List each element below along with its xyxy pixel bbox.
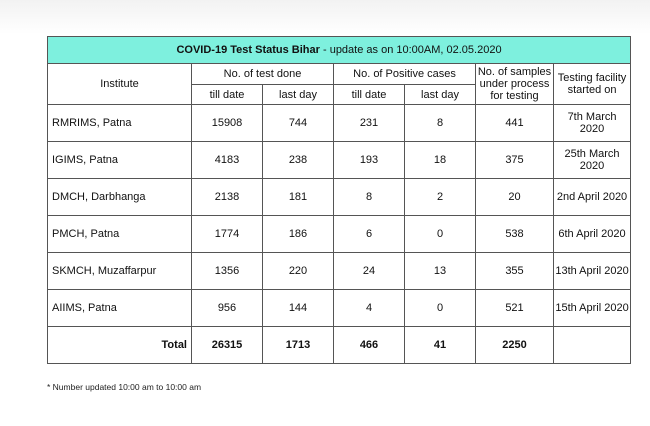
cell-tests-last: 181 xyxy=(263,179,334,216)
cell-started: 15th April 2020 xyxy=(554,290,631,327)
total-tests-till: 26315 xyxy=(192,327,263,364)
table-row xyxy=(48,105,631,142)
table-row xyxy=(48,290,631,327)
total-positive-last: 41 xyxy=(405,327,476,364)
title-bold-text: COVID-19 Test Status Bihar xyxy=(176,44,320,56)
cell-positive-till: 4 xyxy=(334,290,405,327)
total-tests-last: 1713 xyxy=(263,327,334,364)
cell-started: 6th April 2020 xyxy=(554,216,631,253)
total-started-empty xyxy=(554,327,631,364)
cell-positive-till: 6 xyxy=(334,216,405,253)
cell-tests-till: 4183 xyxy=(192,142,263,179)
cell-positive-till: 8 xyxy=(334,179,405,216)
cell-pending: 355 xyxy=(476,253,554,290)
header-positive-till-date: till date xyxy=(334,85,405,105)
cell-positive-last: 0 xyxy=(405,216,476,253)
total-pending: 2250 xyxy=(476,327,554,364)
cell-pending: 441 xyxy=(476,105,554,142)
header-tests-done: No. of test done xyxy=(192,64,334,85)
cell-institute: AIIMS, Patna xyxy=(48,290,192,327)
cell-tests-last: 144 xyxy=(263,290,334,327)
cell-tests-last: 186 xyxy=(263,216,334,253)
header-positive-cases: No. of Positive cases xyxy=(334,64,476,85)
header-tests-last-day: last day xyxy=(263,85,334,105)
cell-pending: 20 xyxy=(476,179,554,216)
cell-tests-till: 2138 xyxy=(192,179,263,216)
table-title-row xyxy=(48,37,631,64)
footnote: * Number updated 10:00 am to 10:00 am xyxy=(47,382,202,392)
cell-tests-till: 15908 xyxy=(192,105,263,142)
table-row xyxy=(48,253,631,290)
cell-started: 7th March 2020 xyxy=(554,105,631,142)
cell-tests-last: 238 xyxy=(263,142,334,179)
header-positive-last-day: last day xyxy=(405,85,476,105)
cell-institute: DMCH, Darbhanga xyxy=(48,179,192,216)
title-update-text: - update as on 10:00AM, 02.05.2020 xyxy=(319,44,502,56)
cell-institute: RMRIMS, Patna xyxy=(48,105,192,142)
cell-positive-last: 18 xyxy=(405,142,476,179)
cell-started: 25th March 2020 xyxy=(554,142,631,179)
cell-positive-last: 8 xyxy=(405,105,476,142)
cell-positive-till: 231 xyxy=(334,105,405,142)
cell-tests-till: 1356 xyxy=(192,253,263,290)
total-positive-till: 466 xyxy=(334,327,405,364)
cell-institute: SKMCH, Muzaffarpur xyxy=(48,253,192,290)
cell-institute: IGIMS, Patna xyxy=(48,142,192,179)
table-row xyxy=(48,216,631,253)
cell-positive-last: 0 xyxy=(405,290,476,327)
header-samples-pending: No. of samples under process for testing xyxy=(476,64,554,105)
cell-positive-last: 2 xyxy=(405,179,476,216)
cell-tests-last: 220 xyxy=(263,253,334,290)
table-title xyxy=(48,37,631,64)
header-institute: Institute xyxy=(48,64,192,105)
cell-pending: 521 xyxy=(476,290,554,327)
cell-pending: 538 xyxy=(476,216,554,253)
header-tests-till-date: till date xyxy=(192,85,263,105)
table-row xyxy=(48,142,631,179)
cell-pending: 375 xyxy=(476,142,554,179)
cell-tests-till: 956 xyxy=(192,290,263,327)
cell-started: 2nd April 2020 xyxy=(554,179,631,216)
header-row-1 xyxy=(48,64,631,85)
cell-positive-till: 24 xyxy=(334,253,405,290)
total-row xyxy=(48,327,631,364)
table-row xyxy=(48,179,631,216)
covid-test-status-table xyxy=(47,36,631,364)
cell-tests-till: 1774 xyxy=(192,216,263,253)
cell-positive-till: 193 xyxy=(334,142,405,179)
cell-positive-last: 13 xyxy=(405,253,476,290)
cell-institute: PMCH, Patna xyxy=(48,216,192,253)
header-facility-started: Testing facility started on xyxy=(554,64,631,105)
total-label: Total xyxy=(48,327,192,364)
cell-tests-last: 744 xyxy=(263,105,334,142)
cell-started: 13th April 2020 xyxy=(554,253,631,290)
